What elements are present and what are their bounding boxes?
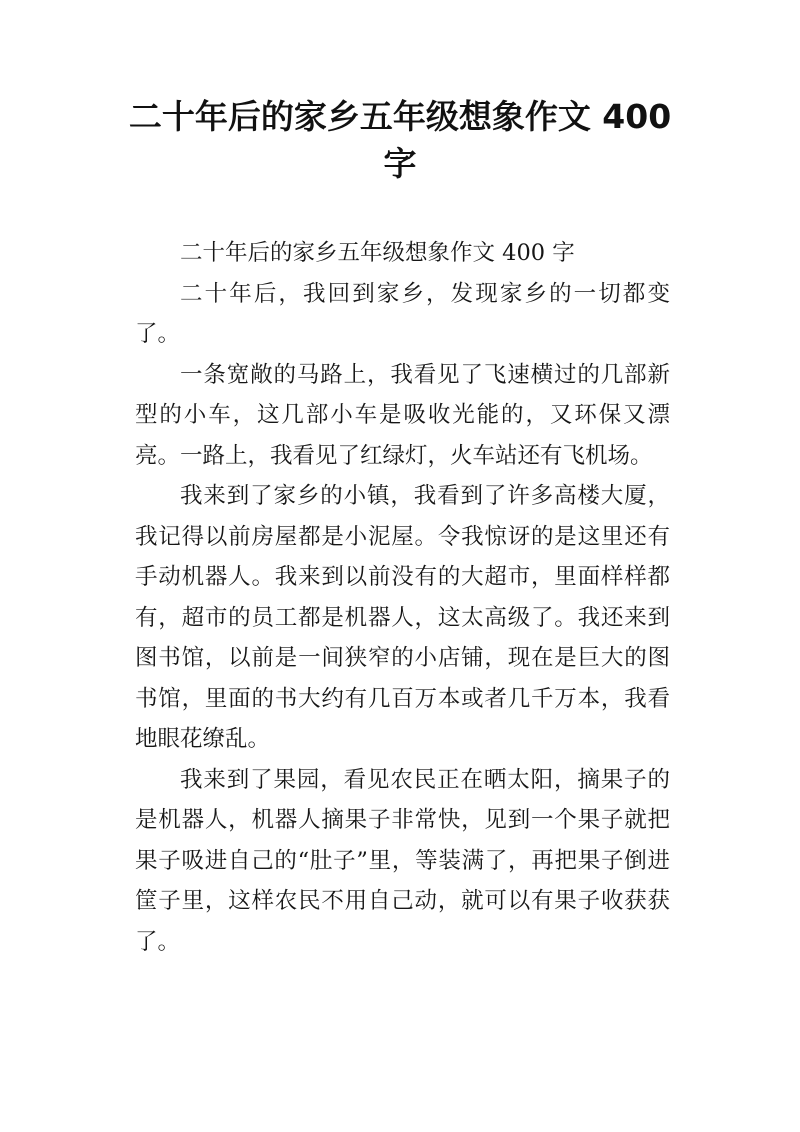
paragraph: 我来到了果园，看见农民正在晒太阳，摘果子的是机器人，机器人摘果子非常快，见到一个果子就把果子吸进自己的“肚子”里，等装满了，再把果子倒进筐子里，这样农民不用自己动，就可以有果子收获获了。 bbox=[135, 766, 670, 955]
paragraph: 一条宽敞的马路上，我看见了飞速横过的几部新型的小车，这几部小车是吸收光能的，又环保又漂亮。一路上，我看见了红绿灯，火车站还有飞机场。 bbox=[135, 361, 670, 469]
paragraph-subtitle: 二十年后的家乡五年级想象作文 400 字 bbox=[180, 240, 575, 266]
document-body bbox=[135, 233, 670, 962]
paragraph: 二十年后，我回到家乡，发现家乡的一切都变了。 bbox=[135, 280, 670, 347]
paragraph: 我来到了家乡的小镇，我看到了许多高楼大厦，我记得以前房屋都是小泥屋。令我惊讶的是这里还有手动机器人。我来到以前没有的大超市，里面样样都有，超市的员工都是机器人，这太高级了。我还来到图书馆，以前是一间狭窄的小店铺，现在是巨大的图书馆，里面的书大约有几百万本或者几千万本，我看地眼花缭乱。 bbox=[135, 483, 670, 752]
document-title: 二十年后的家乡五年级想象作文 400 字 bbox=[128, 97, 672, 183]
